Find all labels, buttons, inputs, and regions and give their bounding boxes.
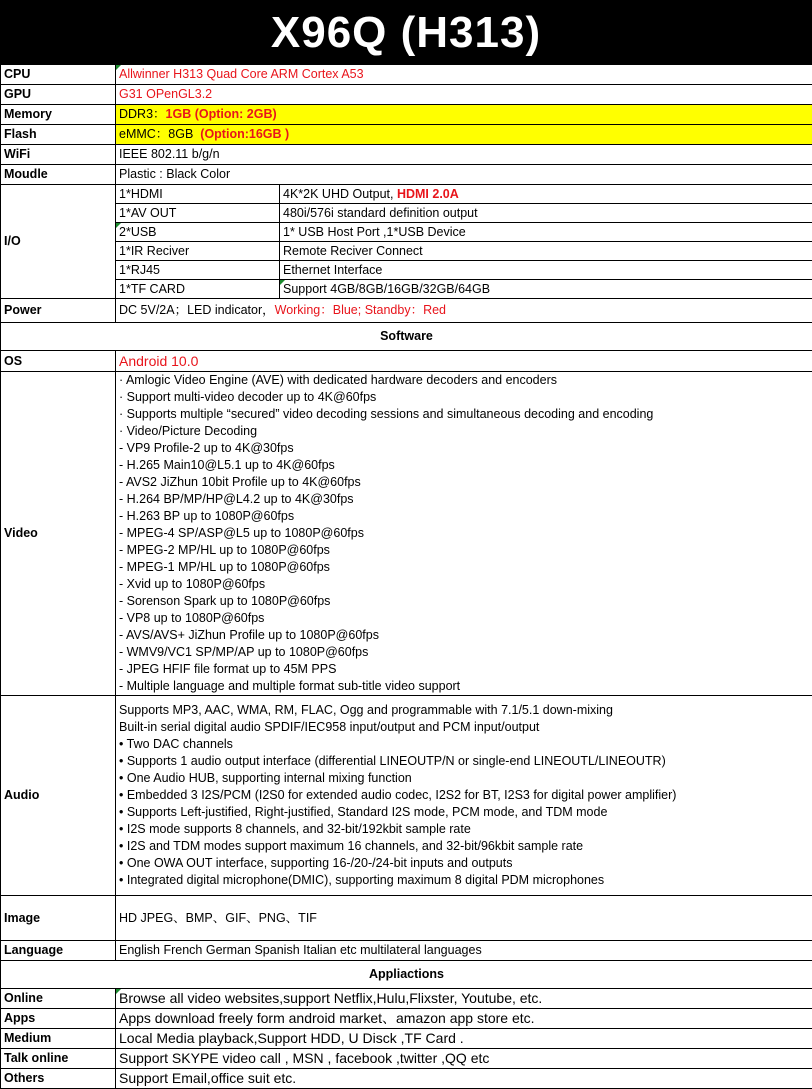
row-audio [1, 696, 812, 896]
io-port: 2*USB [116, 223, 280, 242]
os-label: OS [1, 351, 116, 372]
row-others [1, 1069, 812, 1089]
talk-online-label: Talk online [1, 1049, 116, 1069]
video-line: - AVS2 JiZhun 10bit Profile up to 4K@60fps [119, 474, 809, 491]
row-talk-online [1, 1049, 812, 1069]
moudle-label: Moudle [1, 165, 116, 185]
video-line: - MPEG-4 SP/ASP@L5 up to 1080P@60fps [119, 525, 809, 542]
spec-table [0, 64, 812, 1089]
memory-label: Memory [1, 105, 116, 125]
row-applications-header [1, 961, 812, 989]
memory-value: 1GB (Option: 2GB) [166, 107, 277, 121]
video-line: - VP8 up to 1080P@60fps [119, 610, 809, 627]
row-online [1, 989, 812, 1009]
io-port: 1*TF CARD [116, 280, 280, 299]
row-io-tf [1, 280, 812, 299]
video-line: - H.264 BP/MP/HP@L4.2 up to 4K@30fps [119, 491, 809, 508]
gpu-label: GPU [1, 85, 116, 105]
audio-line: • Integrated digital microphone(DMIC), supporting maximum 8 digital PDM microphones [119, 872, 809, 889]
row-io-usb [1, 223, 812, 242]
row-medium [1, 1029, 812, 1049]
io-desc-text: 4K*2K UHD Output, [283, 187, 397, 201]
io-desc: 480i/576i standard definition output [280, 204, 812, 223]
video-line: · Amlogic Video Engine (AVE) with dedicated hardware decoders and encoders [119, 372, 809, 389]
power-value-cell [116, 299, 812, 323]
video-list [116, 372, 812, 696]
io-desc: 1* USB Host Port ,1*USB Device [280, 223, 812, 242]
row-cpu [1, 65, 812, 85]
io-desc: Remote Reciver Connect [280, 242, 812, 261]
row-video [1, 372, 812, 696]
video-line: - MPEG-1 MP/HL up to 1080P@60fps [119, 559, 809, 576]
gpu-value: G31 OPenGL3.2 [116, 85, 812, 105]
row-gpu [1, 85, 812, 105]
power-prefix: DC 5V/2A；LED indicator， [119, 303, 275, 317]
cpu-value: Allwinner H313 Quad Core ARM Cortex A53 [116, 65, 812, 85]
row-os [1, 351, 812, 372]
io-desc: Support 4GB/8GB/16GB/32GB/64GB [280, 280, 812, 299]
others-value: Support Email,office suit etc. [116, 1069, 812, 1089]
row-wifi [1, 145, 812, 165]
flash-value: (Option:16GB ) [200, 127, 289, 141]
video-line: · Support multi-video decoder up to 4K@60fps [119, 389, 809, 406]
row-io-av [1, 204, 812, 223]
memory-prefix: DDR3： [119, 107, 166, 121]
audio-line: • Two DAC channels [119, 736, 809, 753]
video-line: - AVS/AVS+ JiZhun Profile up to 1080P@60fps [119, 627, 809, 644]
moudle-value: Plastic : Black Color [116, 165, 812, 185]
video-line: - WMV9/VC1 SP/MP/AP up to 1080P@60fps [119, 644, 809, 661]
video-label: Video [1, 372, 116, 696]
image-label: Image [1, 896, 116, 941]
audio-line: Supports MP3, AAC, WMA, RM, FLAC, Ogg and programmable with 7.1/5.1 down-mixing [119, 702, 809, 719]
audio-line: • Embedded 3 I2S/PCM (I2S0 for extended audio codec, I2S2 for BT, I2S3 for digital power amplifier) [119, 787, 809, 804]
language-value: English French German Spanish Italian etc multilateral languages [116, 941, 812, 961]
io-desc-highlight: HDMI 2.0A [397, 187, 459, 201]
audio-list [116, 696, 812, 896]
io-port: 1*HDMI [116, 185, 280, 204]
io-port: 1*RJ45 [116, 261, 280, 280]
row-io-ir [1, 242, 812, 261]
audio-line: • One Audio HUB, supporting internal mixing function [119, 770, 809, 787]
video-line: - MPEG-2 MP/HL up to 1080P@60fps [119, 542, 809, 559]
online-value: Browse all video websites,support Netflix,Hulu,Flixster, Youtube, etc. [116, 989, 812, 1009]
applications-header: Appliactions [1, 961, 812, 989]
flash-prefix: eMMC：8GB [119, 127, 193, 141]
audio-line: • I2S and TDM modes support maximum 16 channels, and 32-bit/96kbit sample rate [119, 838, 809, 855]
io-desc: Ethernet Interface [280, 261, 812, 280]
cpu-label: CPU [1, 65, 116, 85]
others-label: Others [1, 1069, 116, 1089]
memory-value-cell [116, 105, 812, 125]
audio-label: Audio [1, 696, 116, 896]
online-label: Online [1, 989, 116, 1009]
video-line: - H.263 BP up to 1080P@60fps [119, 508, 809, 525]
medium-value: Local Media playback,Support HDD, U Disck ,TF Card . [116, 1029, 812, 1049]
power-value: Working：Blue; Standby：Red [275, 303, 446, 317]
talk-online-value: Support SKYPE video call , MSN , facebook ,twitter ,QQ etc [116, 1049, 812, 1069]
wifi-value: IEEE 802.11 b/g/n [116, 145, 812, 165]
row-power [1, 299, 812, 323]
io-label: I/O [1, 185, 116, 299]
medium-label: Medium [1, 1029, 116, 1049]
language-label: Language [1, 941, 116, 961]
row-language [1, 941, 812, 961]
audio-line: • Supports Left-justified, Right-justified, Standard I2S mode, PCM mode, and TDM mode [119, 804, 809, 821]
apps-value: Apps download freely form android market、amazon app store etc. [116, 1009, 812, 1029]
audio-line: Built-in serial digital audio SPDIF/IEC958 input/output and PCM input/output [119, 719, 809, 736]
flash-value-cell [116, 125, 812, 145]
row-moudle [1, 165, 812, 185]
page-title: X96Q (H313) [0, 0, 812, 64]
flash-label: Flash [1, 125, 116, 145]
video-line: - Sorenson Spark up to 1080P@60fps [119, 593, 809, 610]
image-value: HD JPEG、BMP、GIF、PNG、TIF [116, 896, 812, 941]
row-software-header [1, 323, 812, 351]
row-image [1, 896, 812, 941]
video-line: - Multiple language and multiple format sub-title video support [119, 678, 809, 695]
wifi-label: WiFi [1, 145, 116, 165]
row-io-hdmi [1, 185, 812, 204]
video-line: · Video/Picture Decoding [119, 423, 809, 440]
io-desc [280, 185, 812, 204]
software-header: Software [1, 323, 812, 351]
video-line: - VP9 Profile-2 up to 4K@30fps [119, 440, 809, 457]
video-line: - JPEG HFIF file format up to 45M PPS [119, 661, 809, 678]
video-line: · Supports multiple “secured” video decoding sessions and simultaneous decoding and encoding [119, 406, 809, 423]
power-label: Power [1, 299, 116, 323]
apps-label: Apps [1, 1009, 116, 1029]
audio-line: • Supports 1 audio output interface (differential LINEOUTP/N or single-end LINEOUTL/LINEOUTR) [119, 753, 809, 770]
audio-line: • I2S mode supports 8 channels, and 32-bit/192kbit sample rate [119, 821, 809, 838]
os-value: Android 10.0 [116, 351, 812, 372]
row-memory [1, 105, 812, 125]
io-port: 1*IR Reciver [116, 242, 280, 261]
video-line: - H.265 Main10@L5.1 up to 4K@60fps [119, 457, 809, 474]
video-line: - Xvid up to 1080P@60fps [119, 576, 809, 593]
row-apps [1, 1009, 812, 1029]
row-io-rj45 [1, 261, 812, 280]
audio-line: • One OWA OUT interface, supporting 16-/20-/24-bit inputs and outputs [119, 855, 809, 872]
io-port: 1*AV OUT [116, 204, 280, 223]
row-flash [1, 125, 812, 145]
